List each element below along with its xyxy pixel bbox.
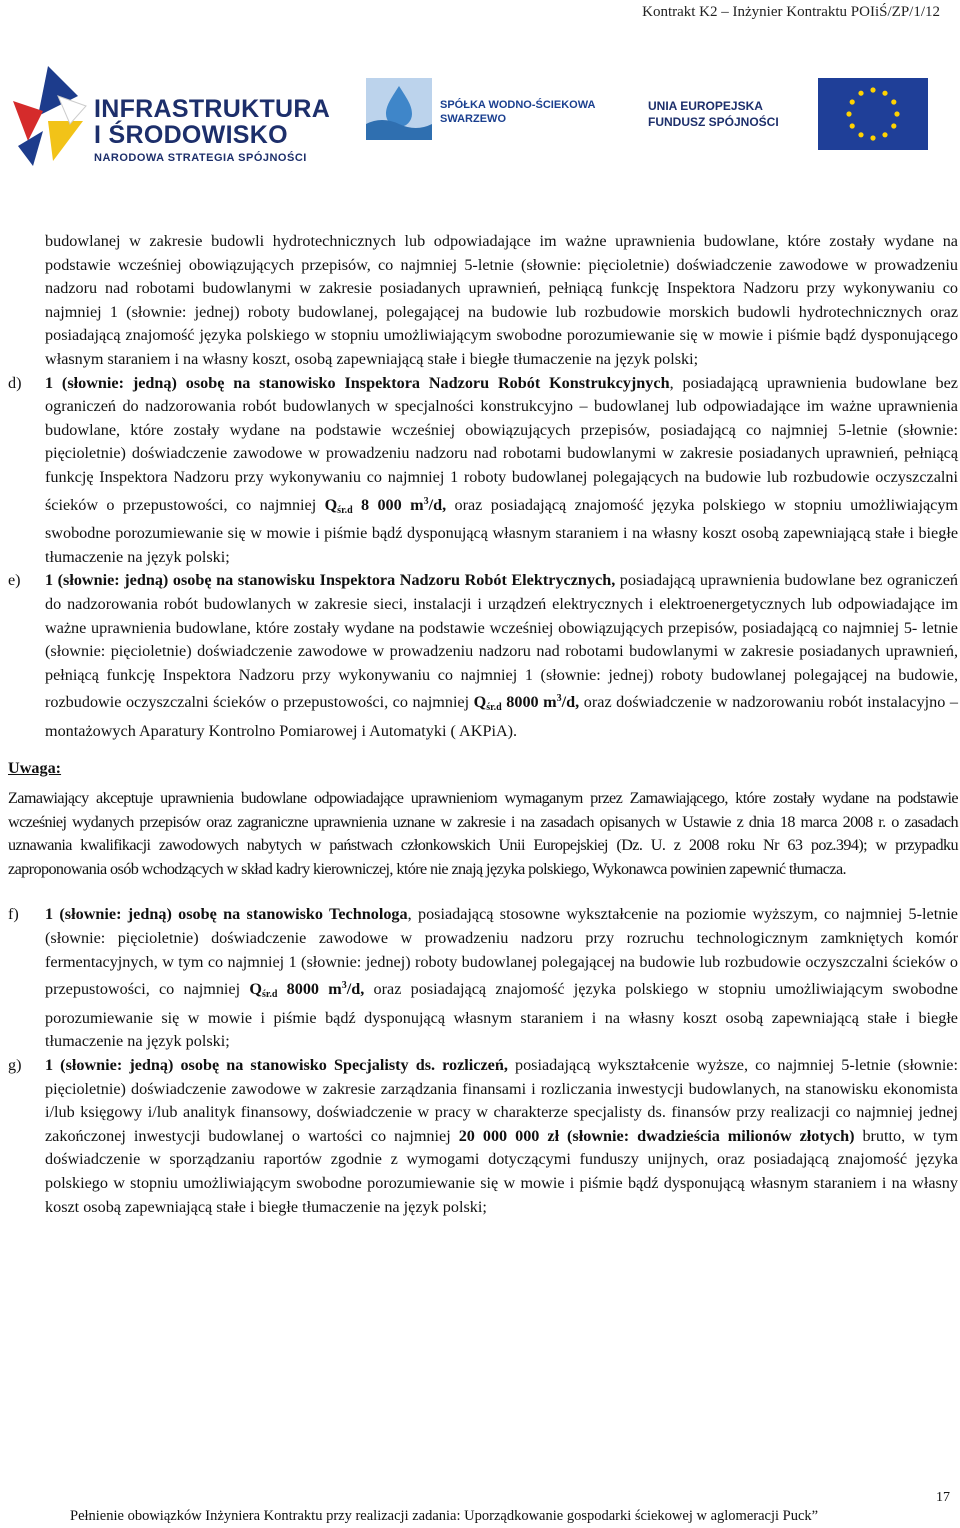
item-text: , posiadającą stosowne wykształcenie na poziomie wyższym, co najmniej 5-letnie (słownie: pięcioletnie) doświadczenie zawodowe w prowadzeniu nadzoru przy rozruchu technologicznym zamkniętych komór fermentacyjnych, w tym co najmniej 1 (słownie: jednej) roboty budowlanej polegającej na budowie lub rozbudowie oczyszczalni ścieków o przepustowości, co najmniej [45, 905, 958, 999]
note-heading: Uwaga: [8, 759, 62, 778]
list-marker: f) [8, 905, 19, 924]
spolka-wordmark [440, 98, 595, 126]
eu-flag-icon [818, 78, 928, 150]
spolka-logo [366, 78, 626, 148]
list-marker: d) [8, 373, 22, 392]
list-item-text [45, 372, 958, 570]
item-text: oraz posiadającą znajomość języka polskiego w stopniu umożliwiającym swobodne porozumiewanie się w mowie i piśmie bądź dysponującą własnym staraniem i na własny koszt osobą zapewniającą stałe i biegłe tłumaczenie na język polski; [45, 980, 958, 1051]
flow-symbol: $Q_{śr.d}$ 8 000 $m^3/d$, [324, 495, 447, 516]
flow-symbol: $Q_{śr.d}$ 8000 $m^3/d$, [473, 693, 580, 714]
page-header-title: Kontrakt K2 – Inżynier Kontraktu POIiŚ/ZP/1/12 [642, 4, 940, 20]
item-text: brutto, w tym doświadczenie w sporządzaniu raportów zgodnie z wymogami dotyczącymi funduszy unijnych, oraz posiadającą znajomość języka polskiego w stopniu umożliwiającym swobodne porozumiewanie się w mowie i piśmie bądź dysponującą własnym staraniem i na własny koszt osobą zapewniającą stałe i biegłe tłumaczenie na język polski; [45, 1126, 958, 1216]
item-heading: 1 (słownie: jedną) osobę na stanowisko Specjalisty ds. rozliczeń, [45, 1056, 508, 1074]
infra-line-1: INFRASTRUKTURA [94, 95, 331, 123]
spolka-line-1: SPÓŁKA WODNO-ŚCIEKOWA [440, 99, 596, 111]
eu-wordmark [648, 98, 779, 130]
item-heading: 1 (słownie: jedną) osobę na stanowisko Technologa [45, 905, 408, 924]
eu-star-icon [850, 99, 855, 104]
eu-star-icon [870, 87, 875, 92]
document-body [8, 230, 958, 1219]
list-item-text [45, 1054, 958, 1219]
eu-star-icon [858, 91, 863, 96]
list-item-e [8, 569, 958, 743]
item-text: , posiadającą uprawnienia budowlane bez ograniczeń do nadzorowania robót budowlanych w specjalności konstrukcyjno – budowlanej lub odpowiadające im ważne uprawnienia budowlane, które zostały wydane na podstawie wcześniej obowiązujących przepisów, posiadającą co najmniej 5-letnie (słownie: pięcioletnie) doświadczenie zawodowe w prowadzeniu nadzoru nad robotami budowlanymi w zakresie posiadanych uprawnień, pełniącą funkcję Inspektora Nadzoru przy wykonywaniu co najmniej 1 roboty budowlanej polegających na budowie lub rozbudowie oczyszczalni ścieków o przepustowości, co najmniej [45, 373, 958, 514]
eu-star-icon [870, 135, 875, 140]
strategy-star-icon [8, 66, 88, 166]
eu-star-icon [891, 123, 896, 128]
page-footer: Pełnienie obowiązków Inżyniera Kontraktu przy realizacji zadania: Uporządkowanie gospodarki ściekowej w aglomeracji Puck” [70, 1508, 819, 1524]
water-drop-icon [366, 78, 432, 140]
eu-star-icon [882, 91, 887, 96]
eu-star-icon [882, 132, 887, 137]
item-text: oraz doświadczenie w nadzorowaniu robót instalacyjno – montażowych Aparatury Kontrolno Pomiarowej i Automatyki ( AKPiA). [45, 693, 958, 740]
note-text: Zamawiający akceptuje uprawnienia budowlane odpowiadające uprawnieniom wymaganym przez Zamawiającego, które zostały wydane na podstawie wcześniej wydanych przepisów oraz zagraniczne uprawnienia uznane w zakresie i na zasadach opisanych w Ustawie z dnia 18 marca 2008 r. o zasadach uznawania kwalifikacji zawodowych nabytych w państwach członkowskich Unii Europejskiej (Dz. U. z 2008 roku Nr 63 poz.394); w przypadku zaproponowania osób wchodzących w skład kadry kierowniczej, które nie znają języka polskiego, Wykonawca powinien zapewnić tłumacza. [8, 789, 958, 878]
spolka-line-2: SWARZEWO [440, 113, 506, 125]
continuation-paragraph: budowlanej w zakresie budowli hydrotechnicznych lub odpowiadające im ważne uprawnienia budowlane, które zostały wydane na podstawie wcześniej obowiązujących przepisów, co najmniej 5-letnie (słownie: pięcioletnie) doświadczenie zawodowe w prowadzeniu nadzoru nad robotami budowlanymi w zakresie posiadanych uprawnień, pełniącą funkcję Inspektora Nadzoru przy wykonywaniu co najmniej 1 (słownie: jednej) roboty budowlanej, polegającej na budowie lub rozbudowie morskich budowli hydrotechnicznych oraz posiadającą znajomość języka polskiego w stopniu umożliwiającym swobodne porozumiewanie się w mowie i piśmie bądź dysponującego własnym staraniem i na własny koszt, osobą zapewniającą stałe i biegłe tłumaczenie na język polski; [45, 232, 958, 368]
item-heading: 1 (słownie: jedną) osobę na stanowisku Inspektora Nadzoru Robót Elektrycznych, [45, 571, 616, 590]
list-item-f [8, 903, 958, 1054]
item-heading: 1 (słownie: jedną) osobę na stanowisko Inspektora Nadzoru Robót Konstrukcyjnych [45, 373, 670, 392]
infrastruktura-wordmark [94, 96, 330, 164]
list-marker: g) [8, 1056, 22, 1074]
list-marker: e) [8, 571, 21, 590]
eu-star-icon [846, 111, 851, 116]
item-text: posiadającą uprawnienia budowlane bez ograniczeń do nadzorowania robót budowlanych w zakresie sieci, instalacji i urządzeń elektrycznych i elektroenergetycznych lub odpowiadające im ważne uprawnienia budowlane, które zostały wydane na podstawie wcześniej obowiązujących przepisów, posiadającą co najmniej 5- letnie (słownie: pięcioletnie) doświadczenie zawodowe w prowadzeniu nadzoru nad robotami budowlanymi w zakresie posiadanych uprawnień, pełniącą funkcję Inspektora Nadzoru przy wykonywaniu co najmniej 1 (słownie: jednej) roboty budowlanej polegającej na budowie, rozbudowie oczyszczalni ścieków o przepustowości, co najmniej [45, 571, 959, 712]
eu-star-icon [858, 132, 863, 137]
infra-line-2: I ŚRODOWISKO [94, 121, 288, 149]
item-text: oraz posiadającą znajomość języka polskiego w stopniu umożliwiającym swobodne porozumiewanie się w mowie i piśmie bądź dysponującą własnym staraniem i na własny koszt osobą zapewniającą stałe i biegłe tłumaczenie na język polski; [45, 495, 958, 566]
eu-line-1: UNIA EUROPEJSKA [648, 99, 763, 113]
eu-line-2: FUNDUSZ SPÓJNOŚCI [648, 115, 779, 129]
page-number: 17 [936, 1490, 950, 1505]
list-item-g [8, 1054, 958, 1219]
eu-logo [648, 78, 948, 168]
list-item-d [8, 372, 958, 570]
eu-star-icon [850, 123, 855, 128]
infrastruktura-logo [8, 60, 331, 170]
eu-star-icon [891, 99, 896, 104]
amount-value: 20 000 000 zł (słownie: dwadzieścia milionów złotych) [458, 1126, 855, 1145]
list-item-text [45, 569, 958, 743]
logo-bar [8, 48, 952, 178]
eu-star-icon [894, 111, 899, 116]
infra-line-3: NARODOWA STRATEGIA SPÓJNOŚCI [94, 152, 307, 164]
item-text: posiadającą wykształcenie wyższe, co najmniej 5-letnie (słownie: pięcioletnie) doświadczenie zawodowe w zakresie zarządzania finansami i rozliczania inwestycji budowlanych, na stanowisku ekonomista i/lub księgowy i/lub analityk finansowy, doświadczenie w pracy w charakterze specjalisty ds. finansów przy realizacji co najmniej jednej zakończonej inwestycji budowlanej o wartości co najmniej [45, 1056, 958, 1145]
list-item-text [45, 903, 958, 1054]
flow-symbol: $Q_{śr.d}$ 8000 $m^3/d$, [249, 980, 365, 1001]
